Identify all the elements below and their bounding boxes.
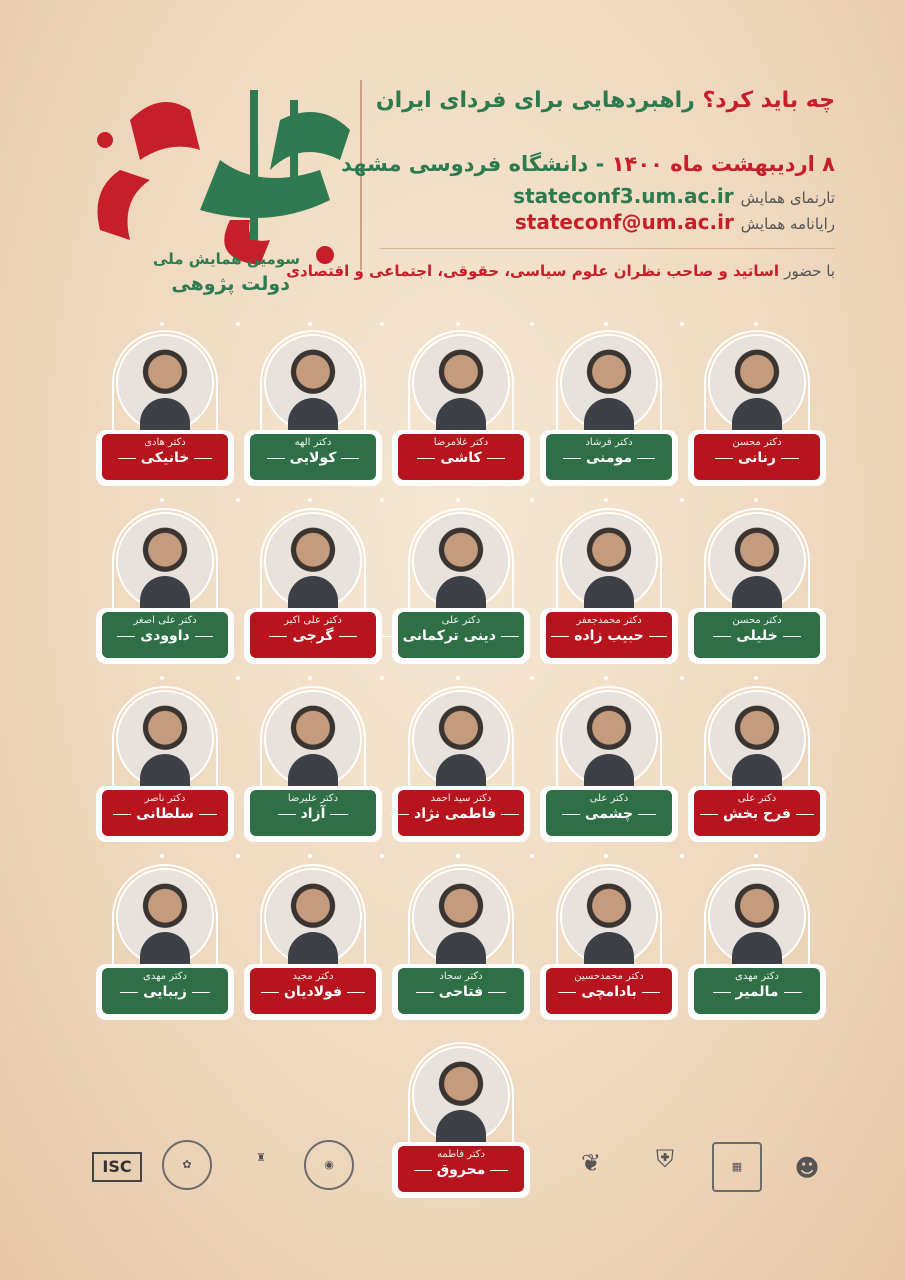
speaker-photo bbox=[414, 870, 508, 964]
name-badge bbox=[250, 612, 376, 658]
speaker-name: کاشی bbox=[398, 450, 524, 466]
decorative-dot bbox=[754, 322, 758, 326]
name-badge bbox=[250, 968, 376, 1014]
name-badge bbox=[398, 612, 524, 658]
website-label: تارنمای همایش bbox=[740, 189, 835, 207]
decorative-dot bbox=[308, 498, 312, 502]
name-badge bbox=[546, 968, 672, 1014]
speaker-title: دکتر محسن bbox=[732, 437, 782, 448]
decorative-dot bbox=[308, 322, 312, 326]
decorative-dot bbox=[380, 854, 384, 858]
speaker-name: سلطانی bbox=[102, 806, 228, 822]
speaker-name: فرح بخش bbox=[694, 806, 820, 822]
attendance-text: اساتید و صاحب نظران علوم سیاسی، حقوقی، اجتماعی و اقتصادی bbox=[286, 262, 779, 280]
decorative-dot bbox=[530, 498, 534, 502]
email-line bbox=[515, 210, 835, 234]
website-url[interactable]: stateconf3.um.ac.ir bbox=[513, 184, 734, 208]
decorative-dot bbox=[530, 322, 534, 326]
speaker-photo bbox=[710, 692, 804, 786]
speaker-name: چشمی bbox=[546, 806, 672, 822]
decorative-dot bbox=[604, 854, 608, 858]
speaker-name: محروق bbox=[398, 1162, 524, 1178]
name-badge bbox=[102, 612, 228, 658]
decorative-dot bbox=[160, 854, 164, 858]
speaker-name: فاطمی نژاد bbox=[398, 806, 524, 822]
decorative-dot bbox=[530, 676, 534, 680]
attendance-prefix: با حضور bbox=[784, 262, 835, 280]
event-venue: دانشگاه فردوسی مشهد bbox=[341, 152, 589, 176]
title-question: چه باید کرد؟ bbox=[702, 88, 835, 113]
header-separator bbox=[380, 248, 835, 249]
speaker-card bbox=[392, 864, 530, 1020]
speaker-photo bbox=[118, 514, 212, 608]
name-badge bbox=[250, 790, 376, 836]
speaker-title: دکتر مجید bbox=[292, 971, 334, 982]
speaker-card bbox=[688, 864, 826, 1020]
name-badge bbox=[398, 968, 524, 1014]
speaker-card bbox=[392, 686, 530, 842]
speaker-card bbox=[688, 686, 826, 842]
name-badge bbox=[694, 612, 820, 658]
speaker-photo bbox=[266, 336, 360, 430]
name-badge bbox=[546, 434, 672, 480]
name-badge bbox=[250, 434, 376, 480]
speaker-card bbox=[244, 330, 382, 486]
decorative-dot bbox=[160, 322, 164, 326]
decorative-dot bbox=[754, 676, 758, 680]
speaker-name: فتاحی bbox=[398, 984, 524, 1000]
website-line bbox=[513, 184, 835, 208]
ferdowsi-university-logo-icon: ♜ bbox=[256, 1151, 266, 1164]
speaker-photo bbox=[414, 692, 508, 786]
international-logo-icon: ▦ bbox=[712, 1142, 762, 1192]
speaker-title: دکتر علی اصغر bbox=[133, 615, 197, 626]
decorative-dot bbox=[754, 854, 758, 858]
decorative-dot bbox=[456, 322, 460, 326]
decorative-dot bbox=[604, 498, 608, 502]
decorative-dot bbox=[380, 322, 384, 326]
speaker-name: مالمیر bbox=[694, 984, 820, 1000]
speaker-title: دکتر سجاد bbox=[439, 971, 483, 982]
speaker-name: دینی ترکمانی bbox=[398, 628, 524, 644]
speaker-card bbox=[392, 330, 530, 486]
logo-subtitle-2: دولت پژوهی bbox=[171, 273, 290, 295]
speaker-photo bbox=[118, 692, 212, 786]
speaker-photo bbox=[414, 336, 508, 430]
speaker-title: دکتر علی bbox=[737, 793, 777, 804]
speaker-card bbox=[244, 864, 382, 1020]
speaker-name: رنانی bbox=[694, 450, 820, 466]
speaker-card bbox=[540, 508, 678, 664]
name-badge bbox=[546, 790, 672, 836]
decorative-dot bbox=[160, 498, 164, 502]
name-badge bbox=[102, 790, 228, 836]
decorative-dot bbox=[380, 676, 384, 680]
speaker-title: دکتر محمدحسین bbox=[574, 971, 644, 982]
decorative-dot bbox=[754, 498, 758, 502]
speaker-title: دکتر سید احمد bbox=[430, 793, 492, 804]
speaker-name: داوودی bbox=[102, 628, 228, 644]
speaker-name: زیبایی bbox=[102, 984, 228, 1000]
speaker-photo bbox=[710, 336, 804, 430]
name-badge bbox=[398, 1146, 524, 1192]
speaker-photo bbox=[562, 692, 656, 786]
university-seal-icon: ✿ bbox=[162, 1140, 212, 1190]
speaker-name: خلیلی bbox=[694, 628, 820, 644]
speaker-photo bbox=[414, 1048, 508, 1142]
speaker-card bbox=[688, 508, 826, 664]
speaker-photo bbox=[710, 870, 804, 964]
speaker-card bbox=[96, 330, 234, 486]
decorative-dot bbox=[236, 498, 240, 502]
conference-title bbox=[376, 88, 835, 113]
speaker-card bbox=[392, 508, 530, 664]
portrait-logo-icon: ☻ bbox=[794, 1154, 820, 1182]
speaker-photo bbox=[710, 514, 804, 608]
speaker-title: دکتر علیرضا bbox=[287, 793, 339, 804]
speaker-photo bbox=[118, 870, 212, 964]
decorative-dot bbox=[604, 676, 608, 680]
speaker-card bbox=[96, 864, 234, 1020]
speaker-photo bbox=[266, 870, 360, 964]
tree-logo-icon: ❦ bbox=[580, 1149, 602, 1177]
speaker-title: دکتر علی اکبر bbox=[284, 615, 342, 626]
speaker-title: دکتر الهه bbox=[294, 437, 332, 448]
decorative-dot bbox=[308, 854, 312, 858]
decorative-dot bbox=[456, 854, 460, 858]
speaker-photo bbox=[562, 514, 656, 608]
name-badge bbox=[694, 790, 820, 836]
speaker-photo bbox=[562, 336, 656, 430]
speaker-title: دکتر علی bbox=[441, 615, 481, 626]
speaker-name: حبیب زاده bbox=[546, 628, 672, 644]
title-rest: راهبردهایی برای فردای ایران bbox=[375, 88, 695, 113]
decorative-dot bbox=[308, 676, 312, 680]
speaker-name: مومنی bbox=[546, 450, 672, 466]
speaker-title: دکتر فاطمه bbox=[437, 1149, 485, 1160]
isc-logo: ISC bbox=[92, 1152, 142, 1182]
speaker-photo bbox=[118, 336, 212, 430]
name-badge bbox=[694, 968, 820, 1014]
speaker-title: دکتر محسن bbox=[732, 615, 782, 626]
name-badge bbox=[102, 434, 228, 480]
speaker-title: دکتر علی bbox=[589, 793, 629, 804]
speaker-title: دکتر فرشاد bbox=[585, 437, 633, 448]
speaker-title: دکتر مهدی bbox=[143, 971, 187, 982]
speaker-title: دکتر مهدی bbox=[735, 971, 779, 982]
speaker-name: کولایی bbox=[250, 450, 376, 466]
speaker-card bbox=[688, 330, 826, 486]
speaker-photo bbox=[562, 870, 656, 964]
decorative-dot bbox=[680, 498, 684, 502]
logo-subtitle-1: سومین همایش ملی bbox=[152, 250, 300, 268]
speaker-name: آزاد bbox=[250, 806, 376, 822]
speaker-title: دکتر غلامرضا bbox=[433, 437, 489, 448]
decorative-dot bbox=[236, 676, 240, 680]
decorative-dot bbox=[160, 676, 164, 680]
name-badge bbox=[102, 968, 228, 1014]
speaker-title: دکتر هادی bbox=[144, 437, 186, 448]
speaker-name: گرجی bbox=[250, 628, 376, 644]
name-badge bbox=[546, 612, 672, 658]
decorative-dot bbox=[236, 854, 240, 858]
decorative-dot bbox=[236, 322, 240, 326]
email-address[interactable]: stateconf@um.ac.ir bbox=[514, 210, 734, 234]
speaker-photo bbox=[414, 514, 508, 608]
decorative-dot bbox=[680, 322, 684, 326]
decorative-dot bbox=[380, 498, 384, 502]
date-venue bbox=[341, 152, 835, 176]
speaker-card bbox=[96, 686, 234, 842]
decorative-dot bbox=[530, 854, 534, 858]
name-badge bbox=[398, 434, 524, 480]
decorative-dot bbox=[680, 676, 684, 680]
name-badge bbox=[398, 790, 524, 836]
speaker-name: خانیکی bbox=[102, 450, 228, 466]
speaker-card bbox=[540, 686, 678, 842]
decorative-dot bbox=[680, 854, 684, 858]
speaker-photo bbox=[266, 514, 360, 608]
speaker-photo bbox=[266, 692, 360, 786]
association-logo-icon: ◉ bbox=[304, 1140, 354, 1190]
name-badge bbox=[694, 434, 820, 480]
speaker-card bbox=[392, 1042, 530, 1198]
speaker-name: فولادیان bbox=[250, 984, 376, 1000]
speaker-name: بادامچی bbox=[546, 984, 672, 1000]
speaker-card bbox=[96, 508, 234, 664]
speaker-card bbox=[540, 330, 678, 486]
decorative-dot bbox=[456, 676, 460, 680]
speaker-card bbox=[244, 508, 382, 664]
decorative-dot bbox=[604, 322, 608, 326]
shield-logo-icon: ⛨ bbox=[656, 1145, 674, 1173]
calligraphy-logo-icon bbox=[70, 80, 370, 270]
speaker-title: دکتر ناصر bbox=[144, 793, 186, 804]
event-date: ۸ اردیبهشت ماه ۱۴۰۰ bbox=[611, 152, 835, 176]
date-dash: - bbox=[595, 152, 605, 176]
decorative-dot bbox=[456, 498, 460, 502]
speaker-card bbox=[244, 686, 382, 842]
email-label: رایانامه همایش bbox=[740, 215, 835, 233]
attendance-line bbox=[286, 262, 835, 280]
speaker-title: دکتر محمدجعفر bbox=[576, 615, 642, 626]
speaker-card bbox=[540, 864, 678, 1020]
